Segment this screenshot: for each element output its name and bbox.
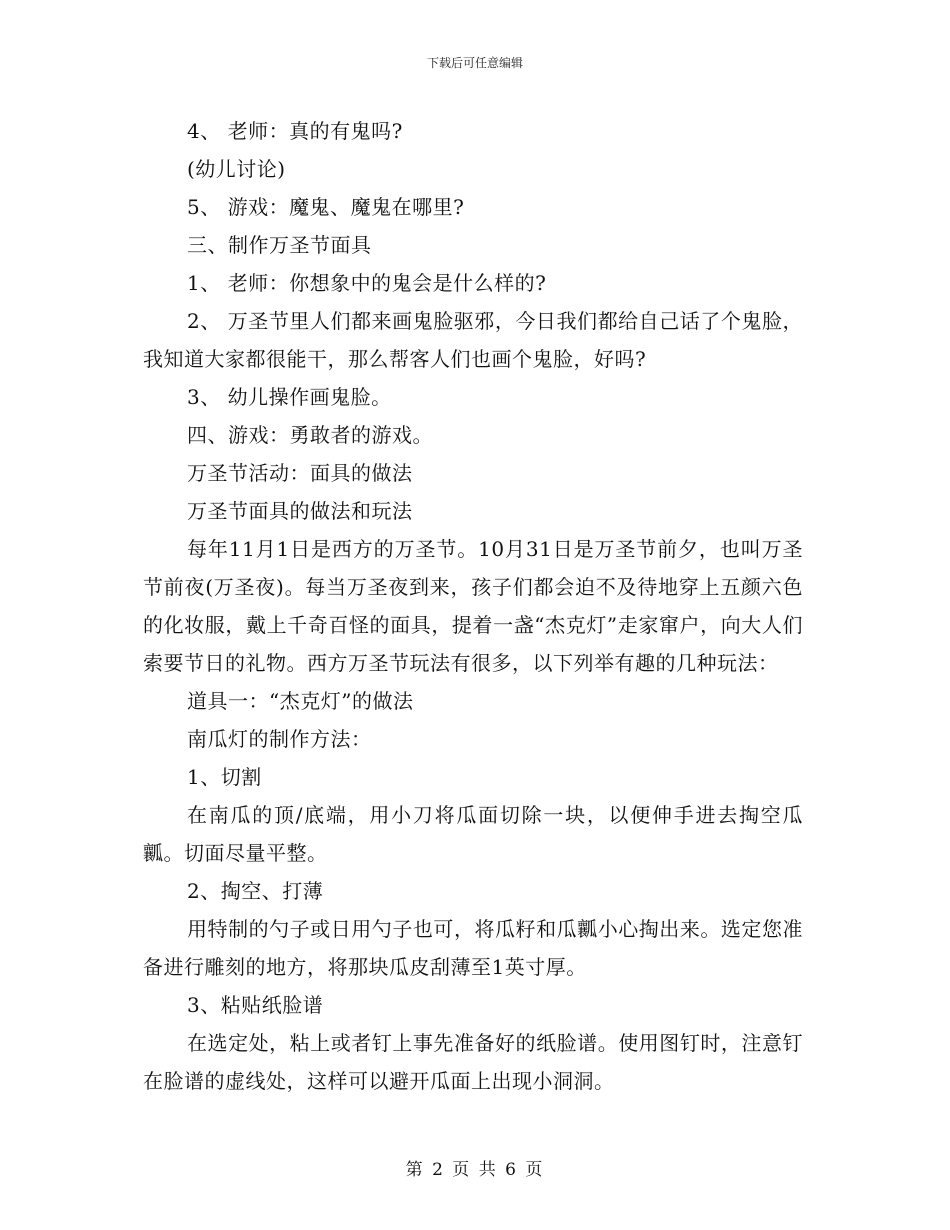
step-heading: 3、粘贴纸脸谱: [187, 993, 324, 1017]
paragraph: 4、 老师：真的有鬼吗?: [187, 119, 403, 143]
paragraph: 道具一：“杰克灯”的做法: [187, 689, 414, 713]
paragraph: 在南瓜的顶/底端，用小刀将瓜面切除一块，以便伸手进去掏空瓜瓤。切面尽量平整。: [143, 803, 803, 865]
paragraph: 南瓜灯的制作方法：: [187, 727, 372, 751]
paragraph: 用特制的勺子或日用勺子也可，将瓜籽和瓜瓤小心掏出来。选定您准备进行雕刻的地方，将那块瓜皮刮薄至1英寸厚。: [143, 917, 803, 979]
page-footer: 第 2 页 共 6 页: [405, 1160, 545, 1180]
section-heading: 四、游戏：勇敢者的游戏。: [187, 423, 433, 447]
paragraph: 在选定处，粘上或者钉上事先准备好的纸脸谱。使用图钉时，注意钉在脸谱的虚线处，这样可以避开瓜面上出现小洞洞。: [143, 1031, 803, 1093]
page-header: 下载后可任意编辑: [426, 56, 523, 70]
paragraph: 万圣节面具的做法和玩法: [187, 499, 413, 523]
step-heading: 2、掏空、打薄: [187, 879, 324, 903]
paragraph: 3、 幼儿操作画鬼脸。: [187, 385, 392, 409]
paragraph: (幼儿讨论): [187, 157, 286, 181]
section-heading: 三、制作万圣节面具: [187, 233, 372, 257]
paragraph: 万圣节活动：面具的做法: [187, 461, 413, 485]
paragraph: 1、 老师：你想象中的鬼会是什么样的?: [187, 271, 547, 295]
paragraph: 每年11月1日是西方的万圣节。10月31日是万圣节前夕，也叫万圣节前夜(万圣夜)。每当万圣夜到来，孩子们都会迫不及待地穿上五颜六色的化妆服，戴上千奇百怪的面具，提着一盏“杰克灯”走家窜户，向大人们索要节日的礼物。西方万圣节玩法有很多，以下列举有趣的几种玩法：: [143, 537, 803, 675]
paragraph: 5、 游戏：魔鬼、魔鬼在哪里?: [187, 195, 465, 219]
paragraph: 2、 万圣节里人们都来画鬼脸驱邪，今日我们都给自己话了个鬼脸，我知道大家都很能干，那么帮客人们也画个鬼脸，好吗?: [143, 309, 803, 371]
document-body: [143, 112, 803, 1100]
step-heading: 1、切割: [187, 765, 262, 789]
